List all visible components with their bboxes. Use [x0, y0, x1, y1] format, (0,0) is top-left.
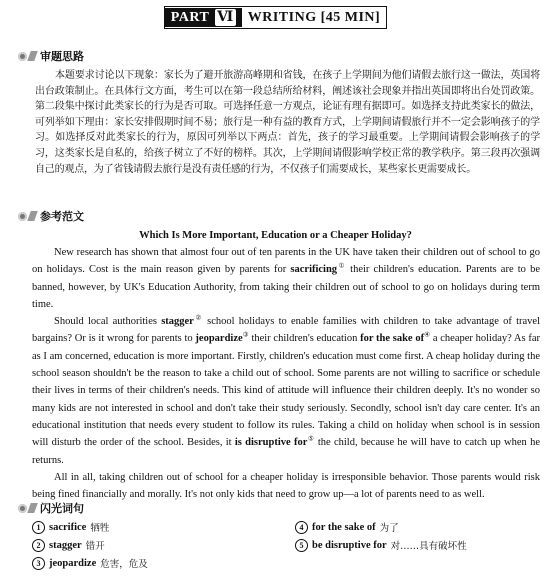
vocab-meaning: 错开	[85, 541, 105, 552]
essay-text: their children's education. Parents are to be banned, however, by UK's Education Authority, from taking their children out of school to go on holidays during term time.	[32, 264, 541, 310]
circled-number: 4	[295, 521, 308, 534]
part-label	[165, 8, 242, 27]
header-title: WRITING [45 MIN]	[247, 10, 381, 25]
highlight-phrase: for the sake of	[360, 333, 425, 345]
vocab-word: stagger	[49, 539, 82, 551]
highlight-phrase: is disruptive for	[234, 437, 308, 449]
circled-number: 3	[32, 557, 45, 570]
highlight-phrase: stagger	[161, 316, 194, 328]
vocab-word: be disruptive for	[312, 539, 387, 551]
vocab-item	[295, 520, 535, 534]
analysis-label	[18, 48, 84, 64]
essay-paragraph-1	[32, 244, 540, 313]
bullet-icon	[18, 52, 27, 61]
section-header	[0, 6, 551, 29]
vocab-meaning: 对……具有破坏性	[390, 541, 467, 552]
bullet-icon	[18, 504, 27, 513]
analysis-paragraph: 本题要求讨论以下现象：家长为了避开旅游高峰期和省钱，在孩子上学期间为他们请假去旅行这一做法，英国将出台政策制止。在具体行文方面，考生可以在第一段总结所给材料，阐述该社会现象并指出英国即将出台处罚政策。第二段集中探讨此类家长的行为是否可取。可选择任意一方观点，论证有理有据即可。如选择支持此类家长的做法，可列举如下理由：家长安排假期时间不易；旅行是一种有益的教育方式，上学期间请假旅行并不一定会影响孩子的学习。如选择反对此类家长的行为，原因可列举以下两点：首先，孩子的学习最重要。上学期间请假会影响孩子的学习，这类家长是自私的，给孩子树立了不好的榜样。其次，上学期间请假影响学校正常的教学秩序。第三段再次强调自己的观点，为了省钱请假去旅行是没有责任感的行为，不仅孩子们需要成长，某些家长更需要成长。	[35, 70, 540, 175]
sample-label-text: 参考范文	[40, 210, 84, 223]
vocab-item	[32, 520, 295, 534]
vocab-item	[295, 538, 535, 552]
header-box	[164, 6, 387, 29]
part-text: PART	[170, 10, 210, 25]
vocab-meaning: 危害，危及	[100, 559, 148, 570]
vocab-meaning: 为了	[379, 523, 399, 534]
part-numeral: Ⅵ	[217, 10, 234, 25]
essay-text: Should local authorities	[54, 316, 162, 328]
vocab-word: jeopardize	[49, 557, 97, 569]
essay-paragraph-2	[32, 313, 540, 469]
vocab-list	[32, 520, 542, 570]
vocab-word: sacrifice	[49, 521, 87, 533]
essay-text: the child, because he will have to catch up when he returns.	[32, 437, 541, 466]
footnote-marker: ④	[424, 331, 431, 339]
bar-icon	[27, 51, 38, 61]
essay-title: Which Is More Important, Education or a Cheaper Holiday?	[139, 230, 412, 241]
bullet-icon	[18, 212, 27, 221]
footnote-marker: ③	[242, 331, 249, 339]
bar-icon	[27, 211, 38, 221]
essay-text: All in all, taking children out of school for a cheaper holiday is irresponsible behavior. Those parents would risk being fined financially and morally. It's not only kids that need to grow up—a lot of parents need to as well.	[32, 471, 540, 501]
vocab-word: for the sake of	[312, 521, 376, 533]
sample-label	[18, 208, 84, 224]
vocab-item	[32, 538, 295, 552]
footnote-marker: ②	[193, 314, 203, 322]
essay-text: school holidays to enable families with children to take advantage of travel bargains? Or is it wrong for parents to	[32, 316, 540, 345]
essay-text: a cheaper holiday? As far as I am concerned, education is more important. Firstly, children's education must come first. A cheap holiday during the school season shouldn't be the reason to take a child out of school. Some parents are not willing to sacrifice or schedule their lives in terms of their children's needs. This kind of attitude will influence their children deeply. It's no wonder so many kids are not interested in school and don't take their study seriously. Secondly, school isn't day care center. It's an educational institution that needs every student to follow its rules. Taking a child on holiday when school is in session will disturb the order of the school. Besides, it	[32, 333, 540, 449]
bar-icon	[27, 503, 38, 513]
vocab-label-text: 闪光词句	[40, 502, 84, 515]
essay-text: New research has shown that almost four out of ten parents in the UK have taken their children out of school to go on holidays. Cost is the main reason given by parents for	[32, 247, 540, 276]
footnote-marker: ⑤	[307, 435, 315, 443]
analysis-label-text: 审题思路	[40, 50, 84, 63]
circled-number: 1	[32, 521, 45, 534]
essay-paragraph-3	[32, 469, 540, 504]
highlight-phrase: jeopardize	[195, 333, 243, 345]
essay-body	[32, 244, 540, 503]
vocab-label	[18, 500, 84, 516]
highlight-phrase: sacrificing	[290, 264, 338, 276]
circled-number: 2	[32, 539, 45, 552]
vocab-item	[32, 556, 295, 570]
circled-number: 5	[295, 539, 308, 552]
essay-text: their children's education	[248, 333, 361, 345]
footnote-marker: ①	[337, 262, 346, 270]
vocab-meaning: 牺牲	[90, 523, 110, 534]
